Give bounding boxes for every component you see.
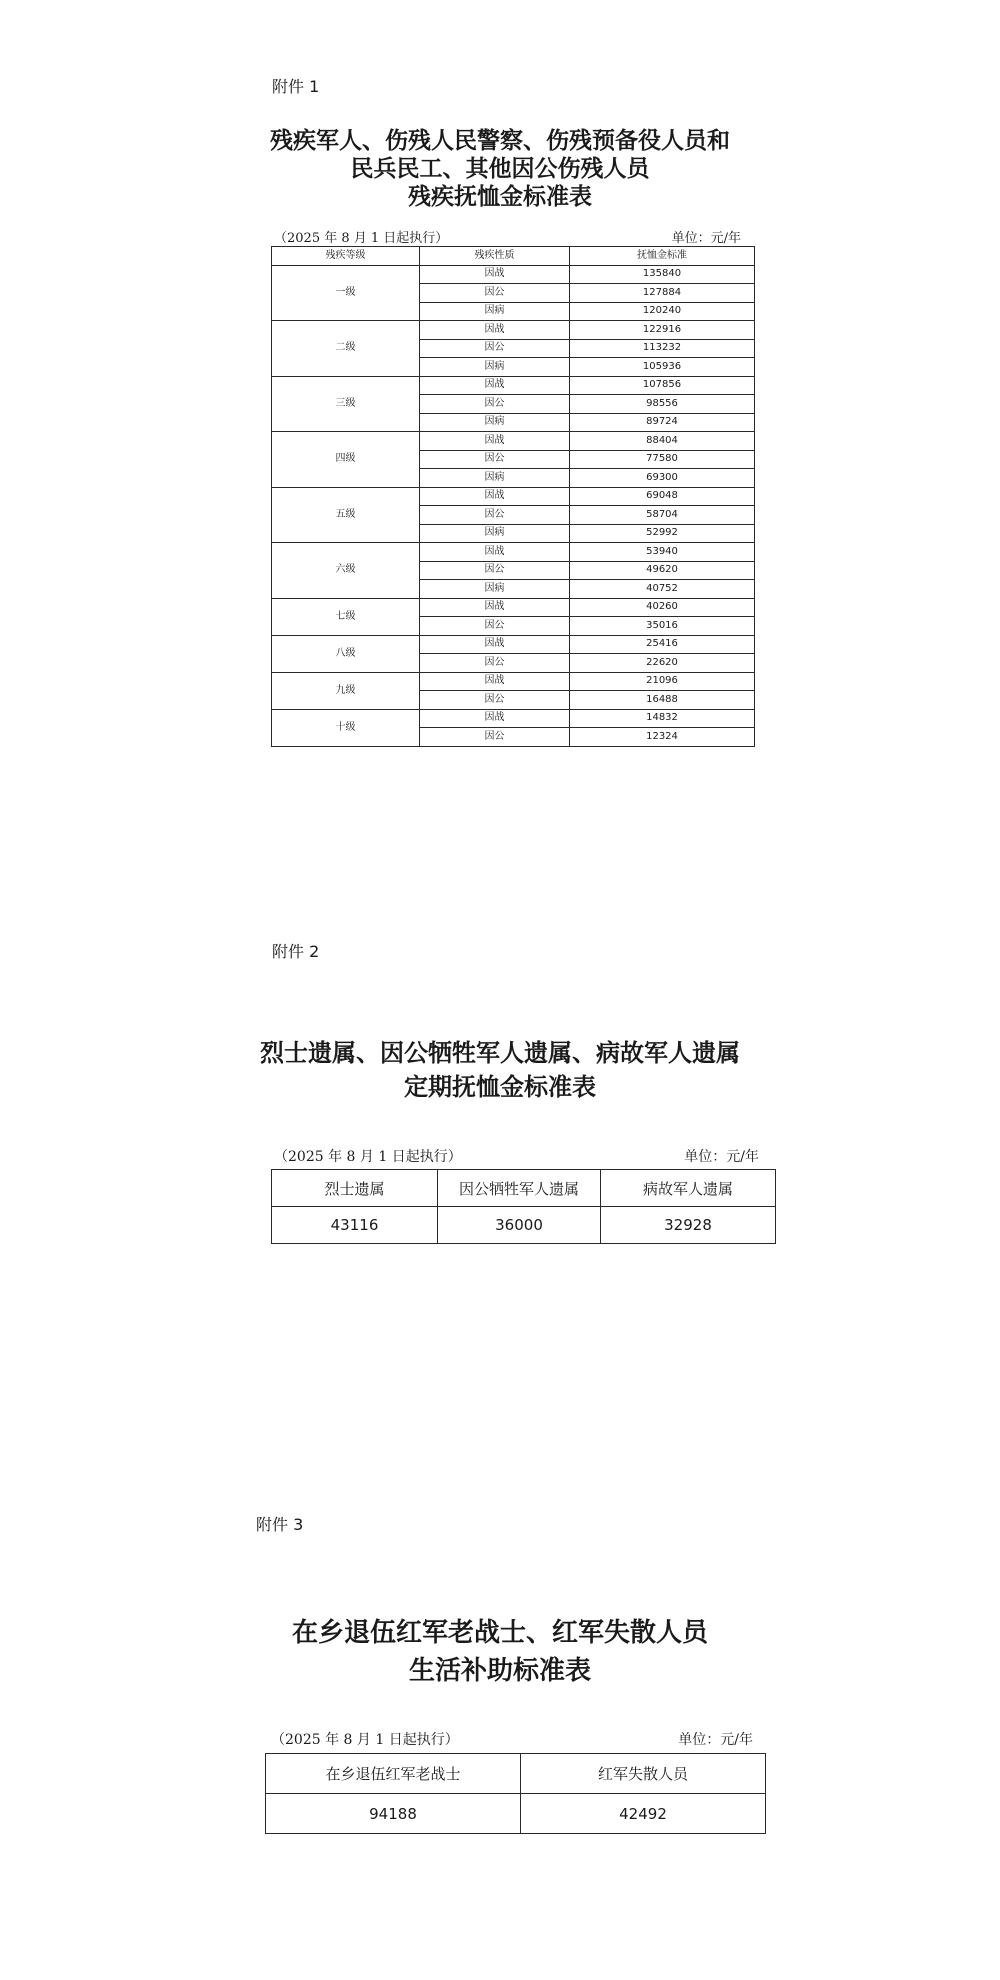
amount-cell: 12324 xyxy=(570,728,755,747)
amount-cell: 113232 xyxy=(570,339,755,358)
table-row xyxy=(272,321,755,340)
nature-cell: 因公 xyxy=(420,339,570,358)
amount-cell: 53940 xyxy=(570,543,755,562)
nature-cell: 因公 xyxy=(420,506,570,525)
amount-cell: 42492 xyxy=(521,1794,766,1834)
column-header: 病故军人遗属 xyxy=(601,1170,776,1207)
nature-cell: 因战 xyxy=(420,598,570,617)
amount-cell: 25416 xyxy=(570,635,755,654)
amount-cell: 43116 xyxy=(272,1207,438,1244)
attachment-3-title-line: 在乡退伍红军老战士、红军失散人员 xyxy=(291,1618,708,1648)
attachment-3-title xyxy=(0,1614,1000,1690)
survivor-pension-table xyxy=(271,1169,776,1244)
nature-cell: 因战 xyxy=(420,635,570,654)
nature-cell: 因战 xyxy=(420,487,570,506)
attachment-2-title-line: 定期抚恤金标准表 xyxy=(404,1072,596,1101)
table-row xyxy=(272,672,755,691)
table-row xyxy=(272,709,755,728)
nature-cell: 因公 xyxy=(420,654,570,673)
amount-cell: 135840 xyxy=(570,265,755,284)
red-army-subsidy-table xyxy=(265,1753,766,1834)
nature-cell: 因战 xyxy=(420,321,570,340)
amount-cell: 69048 xyxy=(570,487,755,506)
amount-cell: 16488 xyxy=(570,691,755,710)
attachment-1-title-line: 残疾军人、伤残人民警察、伤残预备役人员和 xyxy=(270,127,730,154)
nature-cell: 因战 xyxy=(420,376,570,395)
attachment-3-meta xyxy=(271,1729,753,1749)
nature-cell: 因战 xyxy=(420,672,570,691)
attachment-1-title-line: 民兵民工、其他因公伤残人员 xyxy=(350,155,650,182)
amount-cell: 98556 xyxy=(570,395,755,414)
nature-cell: 因病 xyxy=(420,358,570,377)
attachment-1-label: 附件 1 xyxy=(272,77,320,96)
amount-cell: 77580 xyxy=(570,450,755,469)
table-header-row xyxy=(266,1754,766,1794)
column-header: 在乡退伍红军老战士 xyxy=(266,1754,521,1794)
amount-cell: 88404 xyxy=(570,432,755,451)
nature-cell: 因病 xyxy=(420,469,570,488)
nature-cell: 因病 xyxy=(420,580,570,599)
nature-cell: 因战 xyxy=(420,709,570,728)
effective-date: （2025 年 8 月 1 日起执行） xyxy=(271,1732,459,1748)
amount-cell: 22620 xyxy=(570,654,755,673)
column-header: 残疾等级 xyxy=(272,247,420,266)
column-header: 红军失散人员 xyxy=(521,1754,766,1794)
unit-label: 单位：元/年 xyxy=(678,1732,753,1748)
amount-cell: 94188 xyxy=(266,1794,521,1834)
amount-cell: 32928 xyxy=(601,1207,776,1244)
amount-cell: 69300 xyxy=(570,469,755,488)
grade-cell: 三级 xyxy=(272,376,420,432)
table-row xyxy=(272,635,755,654)
attachment-2-title xyxy=(0,1036,1000,1104)
unit-label: 单位：元/年 xyxy=(684,1149,759,1165)
nature-cell: 因战 xyxy=(420,543,570,562)
nature-cell: 因公 xyxy=(420,284,570,303)
unit-label: 单位：元/年 xyxy=(671,231,741,246)
attachment-1-title xyxy=(0,127,1000,211)
grade-cell: 五级 xyxy=(272,487,420,543)
grade-cell: 九级 xyxy=(272,672,420,709)
amount-cell: 49620 xyxy=(570,561,755,580)
table-row xyxy=(272,265,755,284)
nature-cell: 因公 xyxy=(420,617,570,636)
amount-cell: 58704 xyxy=(570,506,755,525)
grade-cell: 六级 xyxy=(272,543,420,599)
disability-pension-table xyxy=(271,246,755,747)
amount-cell: 35016 xyxy=(570,617,755,636)
table-row xyxy=(272,543,755,562)
amount-cell: 40752 xyxy=(570,580,755,599)
grade-cell: 四级 xyxy=(272,432,420,488)
nature-cell: 因公 xyxy=(420,691,570,710)
grade-cell: 十级 xyxy=(272,709,420,746)
column-header: 因公牺牲军人遗属 xyxy=(438,1170,601,1207)
amount-cell: 122916 xyxy=(570,321,755,340)
attachment-3-title-line: 生活补助标准表 xyxy=(408,1656,591,1686)
grade-cell: 二级 xyxy=(272,321,420,377)
amount-cell: 52992 xyxy=(570,524,755,543)
table-header-row xyxy=(272,1170,776,1207)
table-row xyxy=(266,1794,766,1834)
amount-cell: 107856 xyxy=(570,376,755,395)
nature-cell: 因公 xyxy=(420,728,570,747)
attachment-2-title-line: 烈士遗属、因公牺牲军人遗属、病故军人遗属 xyxy=(260,1038,740,1067)
column-header: 抚恤金标准 xyxy=(570,247,755,266)
amount-cell: 21096 xyxy=(570,672,755,691)
amount-cell: 127884 xyxy=(570,284,755,303)
grade-cell: 七级 xyxy=(272,598,420,635)
attachment-2-meta xyxy=(274,1146,759,1166)
attachment-1-meta xyxy=(274,227,741,246)
effective-date: （2025 年 8 月 1 日起执行） xyxy=(274,231,449,246)
amount-cell: 105936 xyxy=(570,358,755,377)
nature-cell: 因病 xyxy=(420,302,570,321)
amount-cell: 89724 xyxy=(570,413,755,432)
nature-cell: 因战 xyxy=(420,432,570,451)
nature-cell: 因公 xyxy=(420,395,570,414)
grade-cell: 一级 xyxy=(272,265,420,321)
column-header: 烈士遗属 xyxy=(272,1170,438,1207)
nature-cell: 因战 xyxy=(420,265,570,284)
nature-cell: 因病 xyxy=(420,524,570,543)
grade-cell: 八级 xyxy=(272,635,420,672)
attachment-1-title-line: 残疾抚恤金标准表 xyxy=(408,183,592,210)
attachment-2-label: 附件 2 xyxy=(272,942,320,961)
table-header-row xyxy=(272,247,755,266)
table-row xyxy=(272,432,755,451)
amount-cell: 36000 xyxy=(438,1207,601,1244)
table-row xyxy=(272,1207,776,1244)
amount-cell: 14832 xyxy=(570,709,755,728)
column-header: 残疾性质 xyxy=(420,247,570,266)
table-row xyxy=(272,487,755,506)
amount-cell: 40260 xyxy=(570,598,755,617)
effective-date: （2025 年 8 月 1 日起执行） xyxy=(274,1149,462,1165)
table-row xyxy=(272,376,755,395)
table-row xyxy=(272,598,755,617)
attachment-3-label: 附件 3 xyxy=(256,1515,304,1534)
nature-cell: 因公 xyxy=(420,450,570,469)
nature-cell: 因公 xyxy=(420,561,570,580)
amount-cell: 120240 xyxy=(570,302,755,321)
nature-cell: 因病 xyxy=(420,413,570,432)
